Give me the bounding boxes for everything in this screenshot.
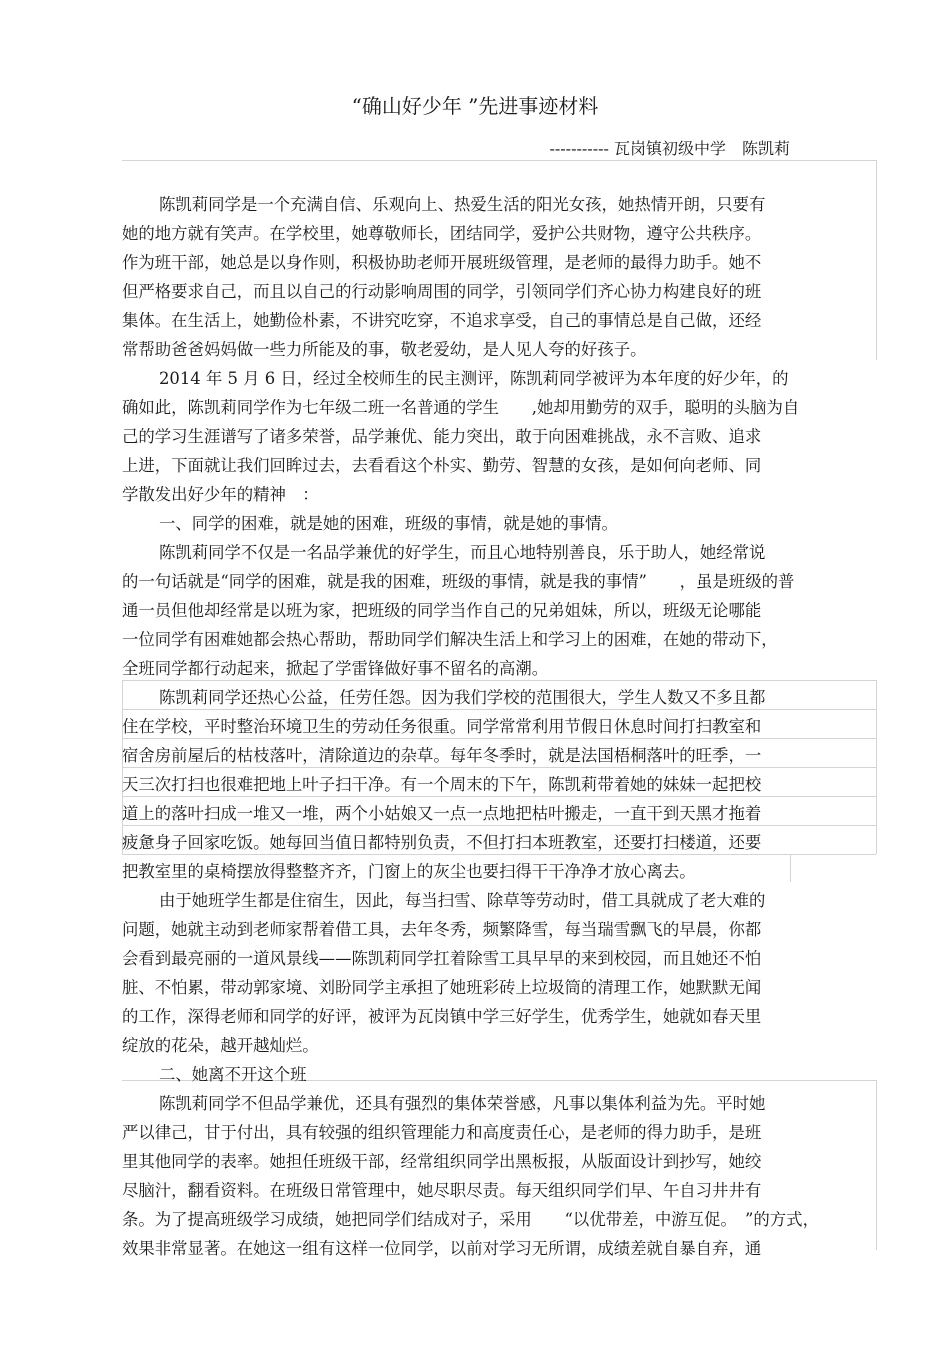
text-line: 己的学习生涯谱写了诸多荣誉，品学兼优、能力突出，敢于向困难挑战，永不言败、追求 xyxy=(122,427,762,446)
text-line: 由于她班学生都是住宿生，因此，每当扫雪、除草等劳动时，借工具就成了老大难的 xyxy=(159,891,766,910)
text-line: 一位同学有困难她都会热心帮助，帮助同学们解决生活上和学习上的困难，在她的带动下， xyxy=(122,630,778,649)
text-line: 住在学校，平时整治环境卫生的劳动任务很重。同学常常利用节假日休息时间打扫教室和 xyxy=(122,717,762,736)
text-line: 但严格要求自己，而且以自己的行动影响周围的同学，引领同学们齐心协力构建良好的班 xyxy=(122,282,762,301)
text-line: 把教室里的桌椅摆放得整整齐齐，门窗上的灰尘也要扫得干干净净才放心离去。 xyxy=(122,862,696,881)
text-line: 陈凯莉同学不仅是一名品学兼优的好学生，而且心地特别善良，乐于助人，她经常说 xyxy=(159,543,766,562)
text-line: 陈凯莉同学还热心公益，任劳任怨。因为我们学校的范围很大，学生人数又不多且都 xyxy=(159,688,766,707)
text-line: 二、她离不开这个班 xyxy=(159,1065,307,1084)
text-line: 尽脑汁，翻看资料。在班级日常管理中，她尽职尽责。每天组织同学们早、午自习井井有 xyxy=(122,1181,762,1200)
text-line: 严以律己，甘于付出，具有较强的组织管理能力和高度责任心，是老师的得力助手，是班 xyxy=(122,1123,762,1142)
text-line: 绽放的花朵，越开越灿烂。 xyxy=(122,1036,319,1055)
text-line: 学散发出好少年的精神 ： xyxy=(122,485,319,504)
text-line: 确如此，陈凯莉同学作为七年级二班一名普通的学生 ,她却用勤劳的双手，聪明的头脑为自 xyxy=(122,398,800,417)
text-line: 通一员但他却经常是以班为家，把班级的同学当作自己的兄弟姐妹，所以，班级无论哪能 xyxy=(122,601,762,620)
text-line: 一、同学的困难，就是她的困难，班级的事情，就是她的事情。 xyxy=(159,514,618,533)
author-byline: ----------- 瓦岗镇初级中学 陈凯莉 xyxy=(549,139,790,158)
text-line: 道上的落叶扫成一堆又一堆，两个小姑娘又一点一点地把枯叶搬走，一直干到天黑才拖着 xyxy=(122,804,762,823)
text-line: 天三次打扫也很难把地上叶子扫干净。有一个周末的下午，陈凯莉带着她的妹妹一起把校 xyxy=(122,775,762,794)
text-line: 她的地方就有笑声。在学校里，她尊敬师长，团结同学，爱护公共财物，遵守公共秩序。 xyxy=(122,224,762,243)
text-line: 的工作，深得老师和同学的好评，被评为瓦岗镇中学三好学生，优秀学生，她就如春天里 xyxy=(122,1007,762,1026)
text-line: 集体。在生活上，她勤俭朴素，不讲究吃穿，不追求享受，自己的事情总是自己做，还经 xyxy=(122,311,762,330)
scan-rule xyxy=(122,160,876,161)
text-line: 作为班干部，她总是以身作则，积极协助老师开展班级管理，是老师的最得力助手。她不 xyxy=(122,253,762,272)
text-line: 上进，下面就让我们回眸过去，去看看这个朴实、勤劳、智慧的女孩，是如何向老师、同 xyxy=(122,456,762,475)
text-line: 脏、不怕累，带动郭家境、刘盼同学主承担了她班彩砖上垃圾筒的清理工作，她默默无闻 xyxy=(122,978,762,997)
text-line: 会看到最亮丽的一道风景线——陈凯莉同学扛着除雪工具早早的来到校园，而且她还不怕 xyxy=(122,949,762,968)
text-line: 宿舍房前屋后的枯枝落叶，清除道边的杂草。每年冬季时，就是法国梧桐落叶的旺季，一 xyxy=(122,746,762,765)
text-line: 陈凯莉同学不但品学兼优，还具有强烈的集体荣誉感，凡事以集体利益为先。平时她 xyxy=(159,1094,766,1113)
text-line: 2014 年 5 月 6 日，经过全校师生的民主测评，陈凯莉同学被评为本年度的好少年，的 xyxy=(159,369,789,388)
text-line: 问题，她就主动到老师家帮着借工具，去年冬秀，频繁降雪，每当瑞雪飘飞的早晨，你都 xyxy=(122,920,762,939)
document-title: “确山好少年 ”先进事迹材料 xyxy=(351,94,599,118)
text-line: 常帮助爸爸妈妈做一些力所能及的事，敬老爱幼，是人见人夸的好孩子。 xyxy=(122,340,647,359)
text-line: 全班同学都行动起来，掀起了学雷锋做好事不留名的高潮。 xyxy=(122,659,549,678)
text-line: 的一句话就是“同学的困难，就是我的困难，班级的事情，就是我的事情” ，虽是班级的普 xyxy=(122,572,795,591)
text-line: 疲惫身子回家吃饭。她每回当值日都特别负责，不但打扫本班教室，还要打扫楼道，还要 xyxy=(122,833,762,852)
text-line: 效果非常显著。在她这一组有这样一位同学，以前对学习无所谓，成绩差就自暴自弃，通 xyxy=(122,1239,762,1258)
document-body xyxy=(122,190,882,1263)
text-line: 里其他同学的表率。她担任班级干部，经常组织同学出黑板报，从版面设计到抄写，她绞 xyxy=(122,1152,762,1171)
text-line: 陈凯莉同学是一个充满自信、乐观向上、热爱生活的阳光女孩，她热情开朗，只要有 xyxy=(159,195,766,214)
text-line: 条。为了提高班级学习成绩，她把同学们结成对子，采用 “以优带差，中游互促。 ”的方式， xyxy=(122,1210,819,1229)
